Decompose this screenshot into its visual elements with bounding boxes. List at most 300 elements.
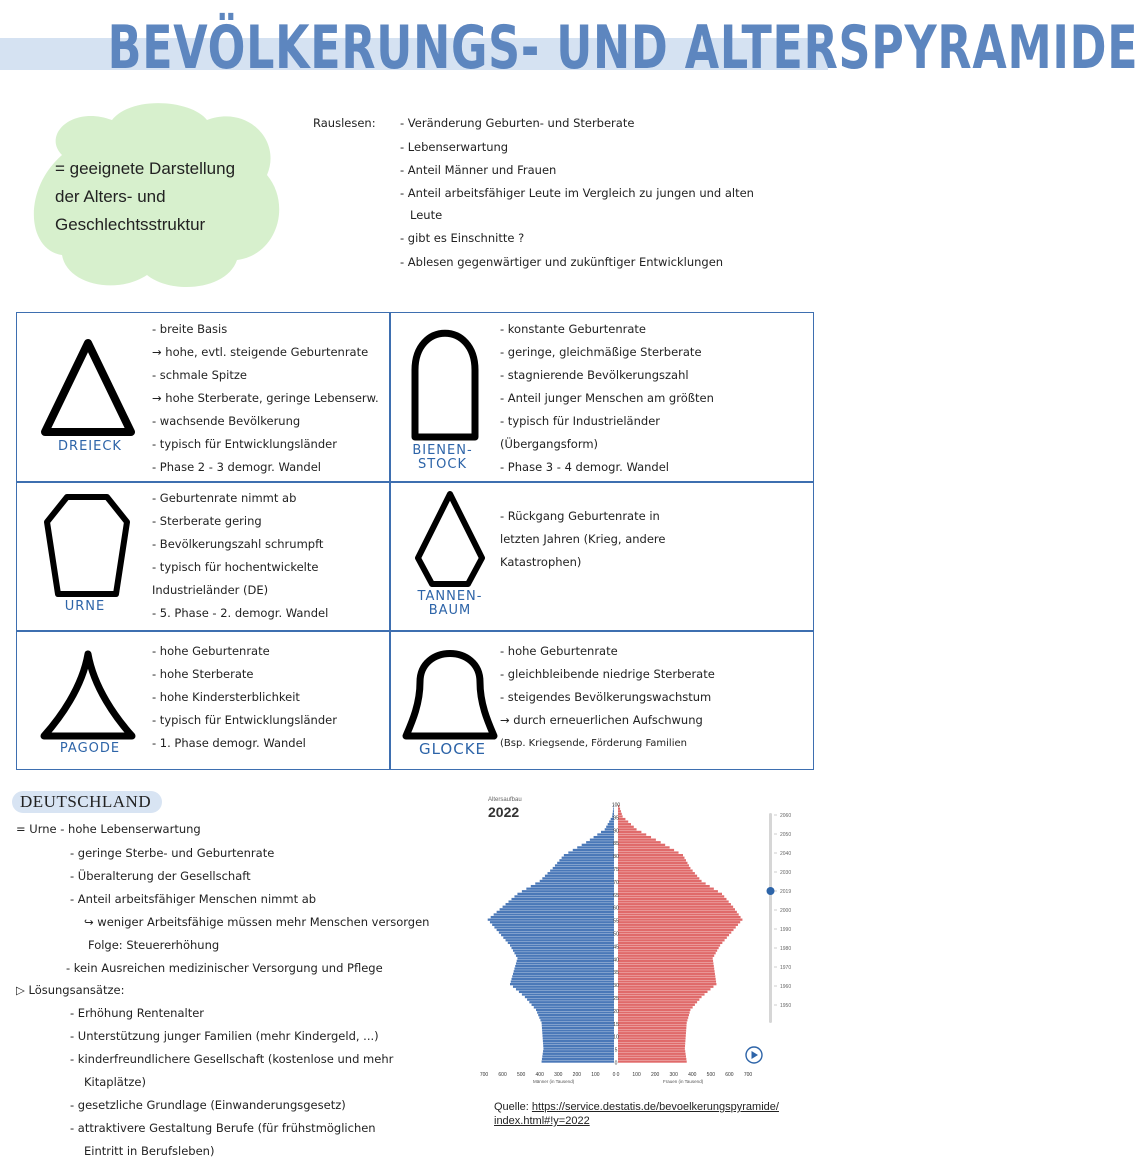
women-bar: [618, 1058, 686, 1060]
women-bar: [618, 970, 715, 972]
x-tick-label: 300: [554, 1072, 563, 1078]
women-bar: [618, 986, 713, 988]
age-tick-label: 55: [613, 918, 619, 925]
x-tick-label: 400: [535, 1072, 544, 1078]
women-bar: [618, 857, 684, 859]
cell-line: - typisch für Entwicklungsländer: [152, 437, 337, 451]
men-bar: [613, 810, 614, 812]
timeline-label: 2040: [780, 850, 792, 857]
men-bar: [499, 931, 614, 933]
definition-line: Geschlechtsstruktur: [55, 215, 206, 234]
women-bar: [618, 823, 631, 825]
cell-line: (Übergangsform): [500, 437, 599, 451]
men-bar: [577, 846, 614, 848]
section-heading: DEUTSCHLAND: [20, 792, 152, 811]
men-bar: [513, 949, 614, 951]
table-divider: [16, 481, 814, 483]
men-bar: [508, 942, 614, 944]
shape-label: URNE: [64, 599, 106, 614]
women-bar: [618, 1004, 695, 1006]
women-bar: [618, 993, 705, 995]
germany-line: - geringe Sterbe- und Geburtenrate: [70, 846, 275, 860]
germany-line: ▷ Lösungsansätze:: [16, 983, 125, 997]
women-bar: [618, 1029, 686, 1031]
age-tick-label: 30: [613, 983, 619, 990]
women-bar: [618, 826, 634, 828]
germany-line: - Überalterung der Gesellschaft: [70, 869, 251, 883]
men-bar: [514, 970, 614, 972]
women-bar: [618, 924, 738, 926]
cell-line: - 5. Phase - 2. demogr. Wandel: [152, 606, 329, 620]
women-bar: [618, 962, 713, 964]
men-bar: [553, 867, 614, 869]
play-icon[interactable]: [752, 1051, 759, 1059]
cell-line: - Anteil junger Menschen am größten: [500, 391, 714, 405]
women-bar: [618, 1048, 685, 1050]
men-bar: [510, 983, 614, 985]
women-bar: [618, 841, 661, 843]
women-bar: [618, 908, 735, 910]
women-bar: [618, 885, 710, 887]
timeline-label: 1960: [780, 983, 792, 990]
urn-pyramid-icon: [42, 492, 132, 600]
source-url-line: index.html#!y=2022: [494, 1115, 590, 1127]
beehive-pyramid-icon: [405, 325, 485, 443]
cell-line: Industrieländer (DE): [152, 583, 269, 597]
women-bar: [618, 810, 621, 812]
germany-line: - gesetzliche Grundlage (Einwanderungsgesetz): [70, 1098, 346, 1112]
x-tick-label: 200: [572, 1072, 582, 1078]
women-bar: [618, 975, 715, 977]
men-bar: [586, 841, 614, 843]
men-bar: [542, 1024, 614, 1026]
timeline-label: 2000: [780, 907, 792, 914]
cell-line: - 1. Phase demogr. Wandel: [152, 736, 306, 750]
germany-line: = Urne - hohe Lebenserwartung: [16, 822, 201, 836]
men-bar: [535, 882, 614, 884]
men-bar: [513, 986, 614, 988]
x-tick-label: 600: [498, 1072, 507, 1078]
chart-year: 2022: [488, 804, 520, 820]
age-tick-label: 60: [613, 905, 619, 912]
men-bar: [555, 864, 614, 866]
women-bar: [618, 999, 699, 1001]
men-bar: [540, 1019, 614, 1021]
men-bar: [522, 993, 614, 995]
men-bar: [543, 1053, 614, 1055]
men-bar: [540, 880, 614, 882]
shape-label: DREIECK: [58, 439, 122, 454]
men-bar: [590, 839, 614, 841]
cell-line: - schmale Spitze: [152, 368, 247, 382]
source-prefix: Quelle:: [494, 1101, 532, 1113]
women-bar: [618, 960, 713, 962]
page-title: BEVÖLKERUNGS- UND ALTERSPYRAMIDE: [107, 13, 1138, 83]
men-bar: [494, 913, 614, 915]
women-bar: [618, 851, 679, 853]
cell-text: [152, 640, 337, 755]
women-bar: [618, 906, 733, 908]
men-bar: [601, 831, 614, 833]
women-bar: [618, 870, 693, 872]
timeline-label: 2030: [780, 869, 792, 876]
shape-label: BIENEN- STOCK: [412, 443, 473, 472]
timeline-label: 2050: [780, 831, 792, 838]
source-link[interactable]: [494, 1101, 779, 1127]
table-divider: [389, 312, 391, 770]
women-bar: [618, 1045, 685, 1047]
men-bar: [519, 991, 614, 993]
cell-text: [500, 318, 714, 479]
chart-caption: Altersaufbau: [488, 797, 522, 803]
women-bar: [618, 1017, 688, 1019]
men-bar: [542, 1055, 614, 1057]
women-bar: [618, 983, 716, 985]
men-bar: [608, 823, 614, 825]
men-bar: [490, 921, 614, 923]
men-bar: [545, 875, 614, 877]
cell-line: - gleichbleibende niedrige Sterberate: [500, 667, 715, 681]
cell-line: - wachsende Bevölkerung: [152, 414, 301, 428]
definition: [55, 155, 295, 239]
age-tick-label: 15: [613, 1021, 619, 1028]
age-tick-label: 35: [613, 970, 619, 977]
women-bar: [618, 980, 716, 982]
cell-line: - Phase 2 - 3 demogr. Wandel: [152, 460, 321, 474]
cell-line: (Bsp. Kriegsende, Förderung Familien: [500, 738, 687, 749]
cell-line: - Bevölkerungszahl schrumpft: [152, 537, 324, 551]
women-bar: [618, 849, 674, 851]
women-bar: [618, 952, 716, 954]
men-bar: [542, 1027, 614, 1029]
x-tick-label: 200: [650, 1072, 660, 1078]
men-bar: [506, 903, 614, 905]
women-bar: [618, 1019, 687, 1021]
cell-line: - hohe Geburtenrate: [152, 644, 270, 658]
age-tick-label: 95: [613, 815, 619, 822]
men-bar: [500, 908, 614, 910]
germany-line: Folge: Steuererhöhung: [88, 938, 220, 952]
x-tick-label: 300: [669, 1072, 678, 1078]
age-tick-label: 80: [613, 854, 619, 861]
source-note: [494, 1100, 814, 1128]
x-tick-label: 0: [612, 1072, 616, 1078]
men-bar: [517, 957, 614, 959]
reading-item: - Veränderung Geburten- und Sterberate: [400, 116, 635, 130]
women-bar: [618, 991, 708, 993]
men-bar: [494, 926, 614, 928]
women-bar: [618, 880, 702, 882]
reading-item: - Anteil arbeitsfähiger Leute im Vergleich zu jungen und alten: [400, 186, 754, 200]
timeline-handle[interactable]: [767, 887, 775, 895]
germany-line: - attraktivere Gestaltung Berufe (für frühstmöglichen: [70, 1121, 376, 1135]
men-bar: [511, 947, 614, 949]
men-bar: [562, 857, 614, 859]
cell-line: - Phase 3 - 4 demogr. Wandel: [500, 460, 669, 474]
women-bar: [618, 942, 722, 944]
women-bar: [618, 1009, 690, 1011]
play-button[interactable]: [746, 1047, 762, 1063]
women-bar: [618, 882, 706, 884]
source-url-line: https://service.destatis.de/bevoelkerungspyramide/: [531, 1101, 779, 1113]
men-bar: [537, 1011, 614, 1013]
men-bar: [527, 999, 614, 1001]
shape-label: TANNEN- BAUM: [417, 589, 483, 618]
x-tick-label: 700: [479, 1072, 489, 1078]
population-pyramid-chart: [478, 793, 808, 1093]
women-bar: [618, 919, 742, 921]
age-tick-label: 0: [614, 1060, 618, 1067]
women-bar: [618, 1035, 686, 1037]
women-bar: [618, 1024, 687, 1026]
cell-line: - geringe, gleichmäßige Sterberate: [500, 345, 702, 359]
women-bar: [618, 903, 731, 905]
cell-line: - hohe Sterberate: [152, 667, 254, 681]
age-tick-label: 100: [611, 802, 621, 809]
men-bar: [506, 939, 614, 941]
cell-line: - typisch für Entwicklungsländer: [152, 713, 337, 727]
women-bar: [618, 957, 713, 959]
cell-text: [152, 318, 379, 479]
women-bar: [618, 872, 695, 874]
men-bar: [532, 1004, 614, 1006]
women-bar: [618, 1060, 687, 1062]
timeline-label: 1950: [780, 1002, 792, 1009]
men-bar: [512, 975, 614, 977]
men-bar: [509, 900, 614, 902]
cell-text: [152, 487, 328, 625]
women-bar: [618, 839, 656, 841]
reading-item: - Lebenserwartung: [400, 140, 509, 154]
women-bar: [618, 934, 729, 936]
germany-line: - Anteil arbeitsfähiger Menschen nimmt ab: [70, 892, 317, 906]
women-bar: [618, 1014, 689, 1016]
women-bar: [618, 913, 739, 915]
women-bar: [618, 968, 714, 970]
men-bar: [497, 929, 614, 931]
men-bar: [543, 1050, 614, 1052]
women-bar: [618, 890, 718, 892]
cell-line: - konstante Geburtenrate: [500, 322, 646, 336]
men-bar: [531, 885, 614, 887]
women-bar: [618, 818, 625, 820]
men-bar: [543, 1040, 614, 1042]
men-bar: [557, 862, 614, 864]
women-bar: [618, 898, 726, 900]
shape-label: PAGODE: [59, 741, 121, 756]
cell-line: letzten Jahren (Krieg, andere: [500, 532, 666, 546]
germany-line: - kinderfreundlichere Gesellschaft (kostenlose und mehr: [70, 1052, 394, 1066]
women-bar: [618, 965, 714, 967]
cell-line: → durch erneuerlichen Aufschwung: [500, 713, 703, 727]
men-bar: [542, 1058, 614, 1060]
men-bar: [497, 911, 614, 913]
men-bar: [550, 870, 614, 872]
women-bar: [618, 893, 722, 895]
men-bar: [548, 872, 614, 874]
timeline-track[interactable]: [769, 813, 772, 1023]
germany-line: - Unterstützung junger Familien (mehr Kindergeld, ...): [70, 1029, 379, 1043]
cell-text: [500, 640, 715, 755]
women-bar: [618, 859, 686, 861]
x-tick-label: 400: [688, 1072, 697, 1078]
women-bar: [618, 831, 641, 833]
women-bar: [618, 875, 697, 877]
cell-line: → hohe Sterberate, geringe Lebenserw.: [152, 391, 379, 405]
women-bar: [618, 916, 741, 918]
x-tick-label: 700: [743, 1072, 753, 1078]
x-tick-label: 600: [725, 1072, 734, 1078]
age-tick-label: 70: [613, 879, 619, 886]
men-bar: [513, 973, 614, 975]
germany-line: Eintritt in Berufsleben): [84, 1144, 215, 1158]
men-bar: [534, 1006, 614, 1008]
women-bar: [618, 1037, 686, 1039]
x-axis: [480, 1072, 753, 1078]
men-bar: [522, 890, 614, 892]
men-bar: [543, 1035, 615, 1037]
men-bar: [516, 962, 614, 964]
men-bar: [597, 833, 614, 835]
timeline-label: 1970: [780, 964, 792, 971]
men-bar: [542, 1032, 614, 1034]
men-bar: [511, 898, 614, 900]
age-tick-label: 40: [613, 957, 619, 964]
women-bar: [618, 1006, 693, 1008]
women-bar: [618, 996, 702, 998]
definition-line: der Alters- und: [55, 187, 166, 206]
age-tick-label: 20: [613, 1008, 619, 1015]
men-bar: [516, 955, 614, 957]
women-bar: [618, 888, 714, 890]
cell-line: - typisch für hochentwickelte: [152, 560, 319, 574]
women-bar: [618, 846, 670, 848]
men-bar: [503, 937, 614, 939]
cell-line: - steigendes Bevölkerungswachstum: [500, 690, 712, 704]
women-bar: [618, 1011, 690, 1013]
men-bar: [538, 1014, 614, 1016]
women-bar: [618, 844, 665, 846]
women-bar: [618, 1027, 686, 1029]
cell-line: Katastrophen): [500, 555, 582, 569]
pagoda-pyramid-icon: [38, 648, 138, 743]
age-tick-label: 90: [613, 828, 619, 835]
men-bar: [536, 1009, 614, 1011]
cell-line: - Sterberate gering: [152, 514, 262, 528]
cell-line: → hohe, evtl. steigende Geburtenrate: [152, 345, 369, 359]
age-tick-label: 65: [613, 892, 619, 899]
women-bar: [618, 867, 690, 869]
age-tick-label: 50: [613, 931, 619, 938]
men-bar: [510, 944, 614, 946]
women-bar: [618, 988, 710, 990]
men-bar: [542, 877, 614, 879]
men-bar: [514, 952, 614, 954]
men-bar: [543, 1045, 614, 1047]
men-bar: [542, 1022, 614, 1024]
age-tick-label: 45: [613, 944, 619, 951]
men-bar: [492, 924, 614, 926]
men-bar: [559, 859, 614, 861]
women-bar: [618, 937, 727, 939]
men-bar: [514, 968, 614, 970]
x-tick-label: 100: [632, 1072, 641, 1078]
age-tick-label: 10: [613, 1034, 619, 1041]
women-bar: [618, 864, 689, 866]
triangle-pyramid-icon: [38, 335, 138, 440]
age-tick-label: 5: [614, 1047, 618, 1054]
germany-line: - Erhöhung Rentenalter: [70, 1006, 205, 1020]
women-bar: [618, 895, 724, 897]
women-bar: [618, 1042, 685, 1044]
women-bar: [618, 836, 651, 838]
germany-line: Kitaplätze): [84, 1075, 146, 1089]
women-bar: [618, 877, 699, 879]
cell-line: - Geburtenrate nimmt ab: [152, 491, 297, 505]
men-bar: [582, 844, 614, 846]
cell-line: - stagnierende Bevölkerungszahl: [500, 368, 689, 382]
definition-line: = geeignete Darstellung: [55, 159, 236, 178]
age-tick-label: 25: [613, 996, 619, 1002]
men-bar: [543, 1048, 614, 1050]
cell-line: - typisch für Industrieländer: [500, 414, 660, 428]
cell-text: [500, 505, 665, 574]
cell-line: - hohe Kindersterblichkeit: [152, 690, 300, 704]
x-axis-label-women: Frauen (in Tausend): [663, 1079, 704, 1084]
men-bar: [573, 849, 614, 851]
men-bar: [517, 960, 614, 962]
men-bar: [526, 888, 614, 890]
men-bar: [529, 1001, 614, 1003]
women-bar: [618, 926, 736, 928]
germany-line: ↪ weniger Arbeitsfähige müssen mehr Menschen versorgen: [84, 915, 430, 929]
men-bar: [568, 851, 614, 853]
women-bar: [618, 1001, 697, 1003]
men-bar: [539, 1017, 614, 1019]
men-bar: [516, 988, 614, 990]
men-bar: [511, 980, 614, 982]
timeline-label: 1980: [780, 945, 792, 952]
women-series: [618, 805, 742, 1063]
cell-line: - breite Basis: [152, 322, 228, 336]
fir-tree-pyramid-icon: [410, 490, 490, 590]
x-tick-label: 500: [706, 1072, 716, 1078]
women-bar: [618, 929, 734, 931]
men-bar: [488, 919, 614, 921]
women-bar: [618, 828, 637, 830]
women-bar: [618, 973, 715, 975]
women-bar: [618, 921, 740, 923]
reading-item: Leute: [410, 208, 443, 222]
women-bar: [618, 947, 719, 949]
men-bar: [501, 934, 614, 936]
men-bar: [503, 906, 614, 908]
women-bar: [618, 949, 717, 951]
timeline-label: 2060: [780, 812, 792, 819]
x-axis-label-men: Männer (in Tausend): [533, 1079, 575, 1084]
x-tick-label: 0: [616, 1072, 620, 1078]
women-bar: [618, 854, 683, 856]
timeline-label: 1990: [780, 926, 792, 933]
men-bar: [515, 965, 614, 967]
men-bar: [543, 1042, 614, 1044]
men-bar: [542, 1060, 614, 1062]
timeline-label: 2019: [780, 888, 792, 895]
women-bar: [618, 820, 628, 822]
bell-pyramid-icon: [400, 642, 500, 742]
reading-item: - Anteil Männer und Frauen: [400, 163, 557, 177]
women-bar: [618, 978, 716, 980]
